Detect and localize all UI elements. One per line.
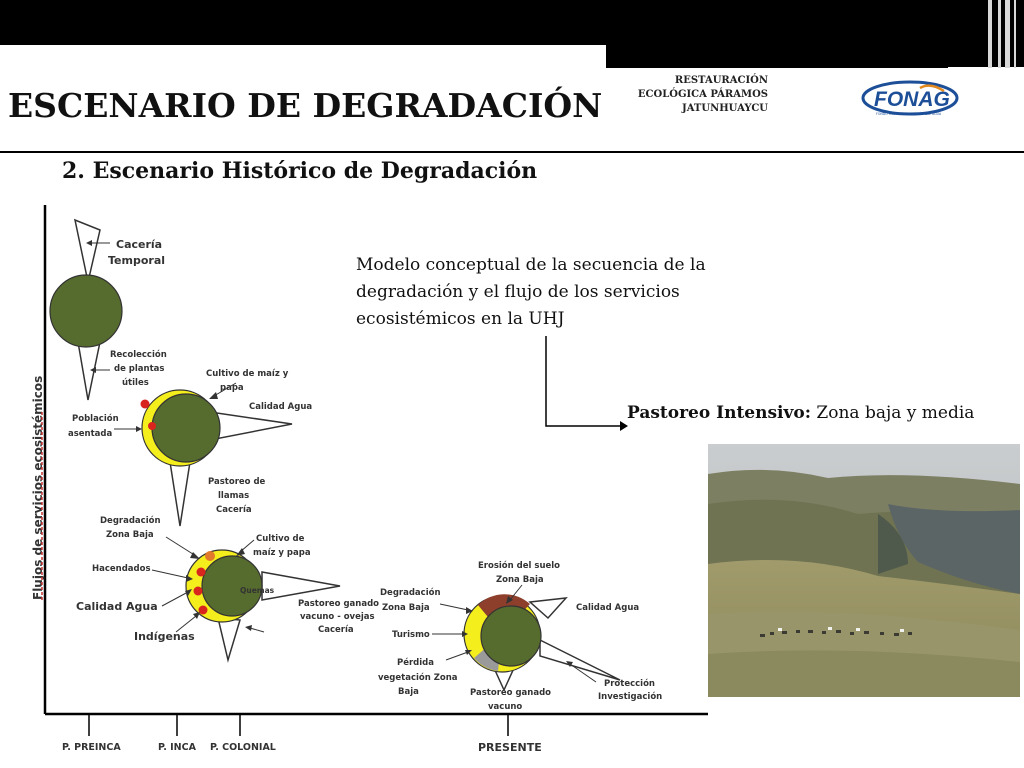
inca-node [68,369,312,526]
diagram-label: maíz y papa [253,548,311,558]
degradation-diagram [0,200,710,768]
y-axis-label: Flujos de servicios ecosistémicos [31,375,45,600]
diagram-label: Zona Baja [382,603,430,613]
diagram-label: Quemas [240,586,275,595]
diagram-label: Turismo [392,630,430,640]
wedge-right [540,640,620,680]
impact-dot [194,587,203,596]
diagram-label: Calidad Agua [576,603,640,613]
impact-dot [205,551,215,561]
model-description: Modelo conceptual de la secuencia de la degradación y el flujo de los servicios ecosistémicos en la UHJ [356,255,706,329]
project-name [606,74,768,116]
wedge-down [170,462,190,526]
diagram-label: Población [72,414,119,424]
impact-dot [197,568,206,577]
pastoreo-rest: Zona baja y media [811,403,975,423]
header-rule-top [606,66,948,68]
wedge-down [218,618,240,660]
diagram-label: Calidad Agua [249,402,313,412]
diagram-label: vacuno [488,702,523,712]
diagram-label: Zona Baja [496,575,544,585]
diagram-label: Indígenas [134,630,195,643]
header-rule-bottom [0,151,1024,153]
diagram-label: Recolección [110,350,167,360]
logo-text: FONAG [874,88,950,111]
diagram-label: Cultivo de maíz y [206,369,289,379]
page-title: ESCENARIO DE DEGRADACIÓN [8,86,603,125]
diagram-label: Temporal [108,254,166,267]
diagram-label: llamas [218,491,250,501]
diagram-label: Pastoreo ganado [470,688,551,698]
project-line: JATUNHUAYCU [681,103,768,114]
diagram-label: Degradación [380,588,441,598]
diagram-label: Protección [604,679,655,689]
logo-tagline: FONDO PARA LA PROTECCIÓN DEL AGUA [876,112,942,116]
top-black-bar-right [606,45,1024,67]
decor-strip [988,0,992,68]
diagram-label: Pastoreo ganado [298,599,379,609]
diagram-label: Hacendados [92,564,151,574]
decor-strip [1014,0,1016,68]
decor-strip [998,0,1001,68]
diagram-label: Cacería [216,505,252,515]
wedge-up [75,220,100,282]
diagram-label: asentada [68,429,113,439]
diagram-label: Pastoreo de [208,477,266,487]
impact-dot [148,422,156,430]
period-label: PRESENTE [478,741,542,754]
presente-node [378,560,662,712]
top-black-bar [0,0,1024,45]
wedge-down [78,342,100,400]
impact-dot [199,606,208,615]
ecosystem-circle [481,606,541,666]
fonag-logo [858,76,962,120]
diagram-label: vegetación Zona [378,673,458,683]
diagram-label: Cacería [318,625,354,635]
diagram-label: Degradación [100,516,161,526]
diagram-label: de plantas [114,364,165,374]
preinca-node [50,220,167,400]
diagram-label: Erosión del suelo [478,561,561,571]
decor-strip [1005,0,1010,68]
project-line: RESTAURACIÓN [674,75,768,86]
diagram-label: Cultivo de [256,534,305,544]
period-label: P. COLONIAL [210,742,276,753]
diagram-label: vacuno - ovejas [300,612,375,622]
colonial-node [76,515,379,660]
diagram-label: Investigación [598,692,663,702]
diagram-label: Baja [398,687,419,697]
pastoreo-bold: Pastoreo Intensivo: [627,403,811,423]
diagram-label: útiles [122,378,149,388]
project-line: ECOLÓGICA PÁRAMOS [637,89,768,100]
section-subtitle: 2. Escenario Histórico de Degradación [62,158,538,184]
diagram-label: papa [220,383,244,393]
paramo-landscape-photo [708,444,1020,697]
period-label: P. PREINCA [62,742,121,753]
diagram-label: Zona Baja [106,530,154,540]
period-label: P. INCA [158,742,196,753]
diagram-label: Cacería [116,238,163,251]
wedge-right [210,412,292,440]
diagram-label: Calidad Agua [76,600,158,613]
diagram-label: Pérdida [397,658,435,668]
ecosystem-circle [50,275,122,347]
impact-dot [141,400,150,409]
ecosystem-circle [152,394,220,462]
